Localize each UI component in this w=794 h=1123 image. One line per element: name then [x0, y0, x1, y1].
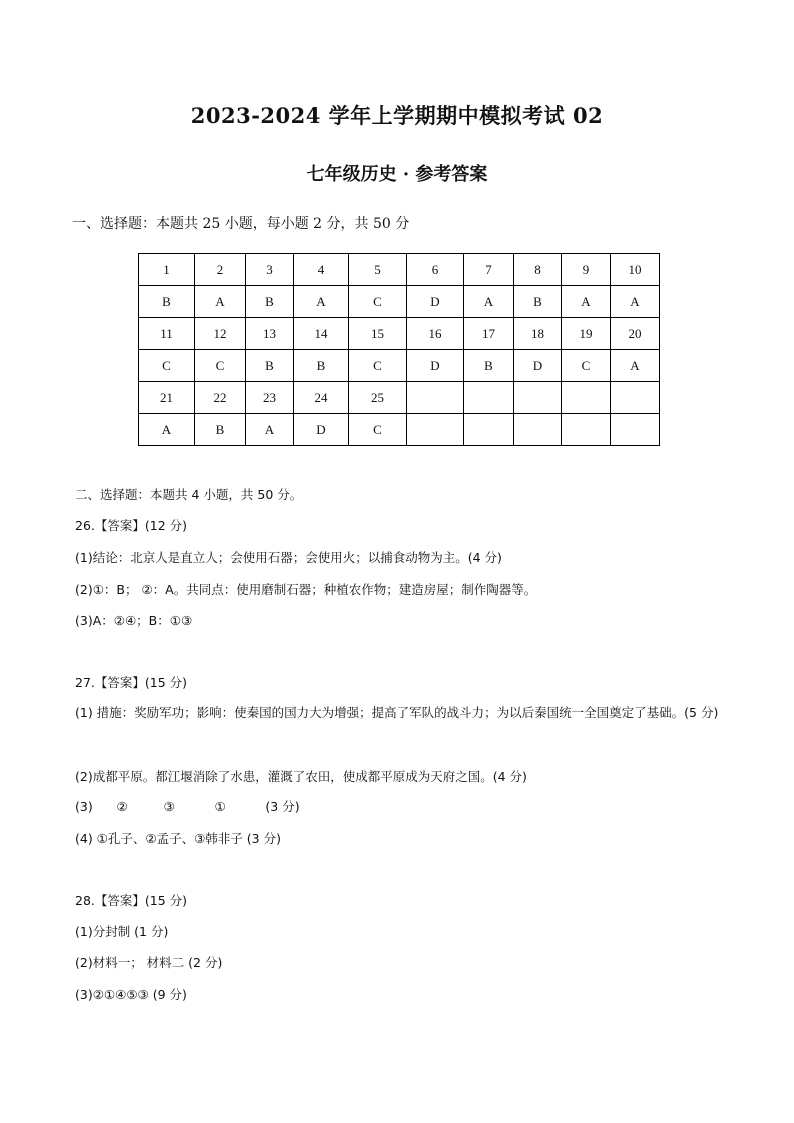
- q28-part3: (3)②①④⑤③ (9 分): [75, 987, 187, 1002]
- question-number-cell: 11: [139, 318, 195, 350]
- answer-cell: B: [195, 414, 246, 446]
- question-number-cell: 12: [195, 318, 246, 350]
- answer-cell: C: [195, 350, 246, 382]
- answer-cell: C: [349, 286, 407, 318]
- answer-cell: A: [464, 286, 514, 318]
- question-number-cell: 23: [246, 382, 294, 414]
- question-number-cell: [407, 382, 464, 414]
- page-title: 2023-2024 学年上学期期中模拟考试 02: [190, 103, 604, 128]
- answer-cell: B: [294, 350, 349, 382]
- question-number-cell: 25: [349, 382, 407, 414]
- question-number-cell: 8: [514, 254, 562, 286]
- answer-cell: A: [611, 286, 660, 318]
- question-number-cell: 10: [611, 254, 660, 286]
- table-row: [139, 382, 660, 414]
- q28-part1: (1)分封制 (1 分): [75, 924, 169, 939]
- question-number-cell: 2: [195, 254, 246, 286]
- q27-part2: (2)成都平原。都江堰消除了水患，灌溉了农田，使成都平原成为天府之国。(4 分): [75, 769, 527, 784]
- answer-cell: B: [246, 350, 294, 382]
- answer-cell: B: [246, 286, 294, 318]
- answer-cell: C: [349, 414, 407, 446]
- question-number-cell: 17: [464, 318, 514, 350]
- question-number-cell: 4: [294, 254, 349, 286]
- question-number-cell: 13: [246, 318, 294, 350]
- answer-cell: [562, 414, 611, 446]
- table-row: [139, 254, 660, 286]
- question-number-cell: 15: [349, 318, 407, 350]
- question-number-cell: 3: [246, 254, 294, 286]
- question-number-cell: 20: [611, 318, 660, 350]
- question-number-cell: [464, 382, 514, 414]
- answer-cell: [514, 414, 562, 446]
- answer-cell: A: [246, 414, 294, 446]
- answer-cell: A: [294, 286, 349, 318]
- q27-part1: (1) 措施：奖励军功；影响：使秦国的国力大为增强；提高了军队的战斗力；为以后秦国统一全国奠定了基础。(5 分): [75, 705, 719, 720]
- question-number-cell: 6: [407, 254, 464, 286]
- answer-cell: A: [139, 414, 195, 446]
- answer-cell: A: [195, 286, 246, 318]
- answer-cell: B: [464, 350, 514, 382]
- answer-cell: C: [139, 350, 195, 382]
- question-number-cell: 9: [562, 254, 611, 286]
- answer-cell: D: [407, 286, 464, 318]
- q26-part3: (3)A：②④；B：①③: [75, 613, 193, 628]
- answer-cell: D: [407, 350, 464, 382]
- question-number-cell: 18: [514, 318, 562, 350]
- q28-part2: (2)材料一； 材料二 (2 分): [75, 955, 223, 970]
- answer-cell: A: [611, 350, 660, 382]
- answer-cell: B: [139, 286, 195, 318]
- section1-heading: 一、选择题：本题共 25 小题，每小题 2 分，共 50 分: [72, 216, 410, 232]
- q26-part2: (2)①：B； ②：A。共同点：使用磨制石器；种植农作物；建造房屋；制作陶器等。: [75, 582, 537, 597]
- answer-cell: C: [349, 350, 407, 382]
- answer-cell: C: [562, 350, 611, 382]
- question-number-cell: 21: [139, 382, 195, 414]
- q26-label: 26.【答案】(12 分): [75, 518, 188, 533]
- answer-cell: B: [514, 286, 562, 318]
- question-number-cell: [514, 382, 562, 414]
- question-number-cell: 7: [464, 254, 514, 286]
- section2-heading: 二、选择题：本题共 4 小题，共 50 分。: [75, 487, 303, 502]
- question-number-cell: 24: [294, 382, 349, 414]
- answer-cell: A: [562, 286, 611, 318]
- answer-cell: D: [514, 350, 562, 382]
- answer-cell: [407, 414, 464, 446]
- q27-part3: (3) ② ③ ① (3 分): [75, 799, 300, 814]
- question-number-cell: 5: [349, 254, 407, 286]
- q26-part1: (1)结论：北京人是直立人；会使用石器；会使用火；以捕食动物为主。(4 分): [75, 550, 502, 565]
- question-number-cell: 1: [139, 254, 195, 286]
- question-number-cell: [611, 382, 660, 414]
- answer-cell: D: [294, 414, 349, 446]
- q28-label: 28.【答案】(15 分): [75, 893, 188, 908]
- answer-cell: [464, 414, 514, 446]
- question-number-cell: 19: [562, 318, 611, 350]
- table-row: [139, 318, 660, 350]
- table-row: [139, 350, 660, 382]
- question-number-cell: 16: [407, 318, 464, 350]
- table-row: [139, 414, 660, 446]
- question-number-cell: 22: [195, 382, 246, 414]
- table-row: [139, 286, 660, 318]
- q27-part4: (4) ①孔子、②孟子、③韩非子 (3 分): [75, 831, 281, 846]
- answer-cell: [611, 414, 660, 446]
- answer-table: [138, 253, 660, 446]
- q27-label: 27.【答案】(15 分): [75, 675, 188, 690]
- question-number-cell: 14: [294, 318, 349, 350]
- page-subtitle: 七年级历史 · 参考答案: [306, 164, 488, 185]
- question-number-cell: [562, 382, 611, 414]
